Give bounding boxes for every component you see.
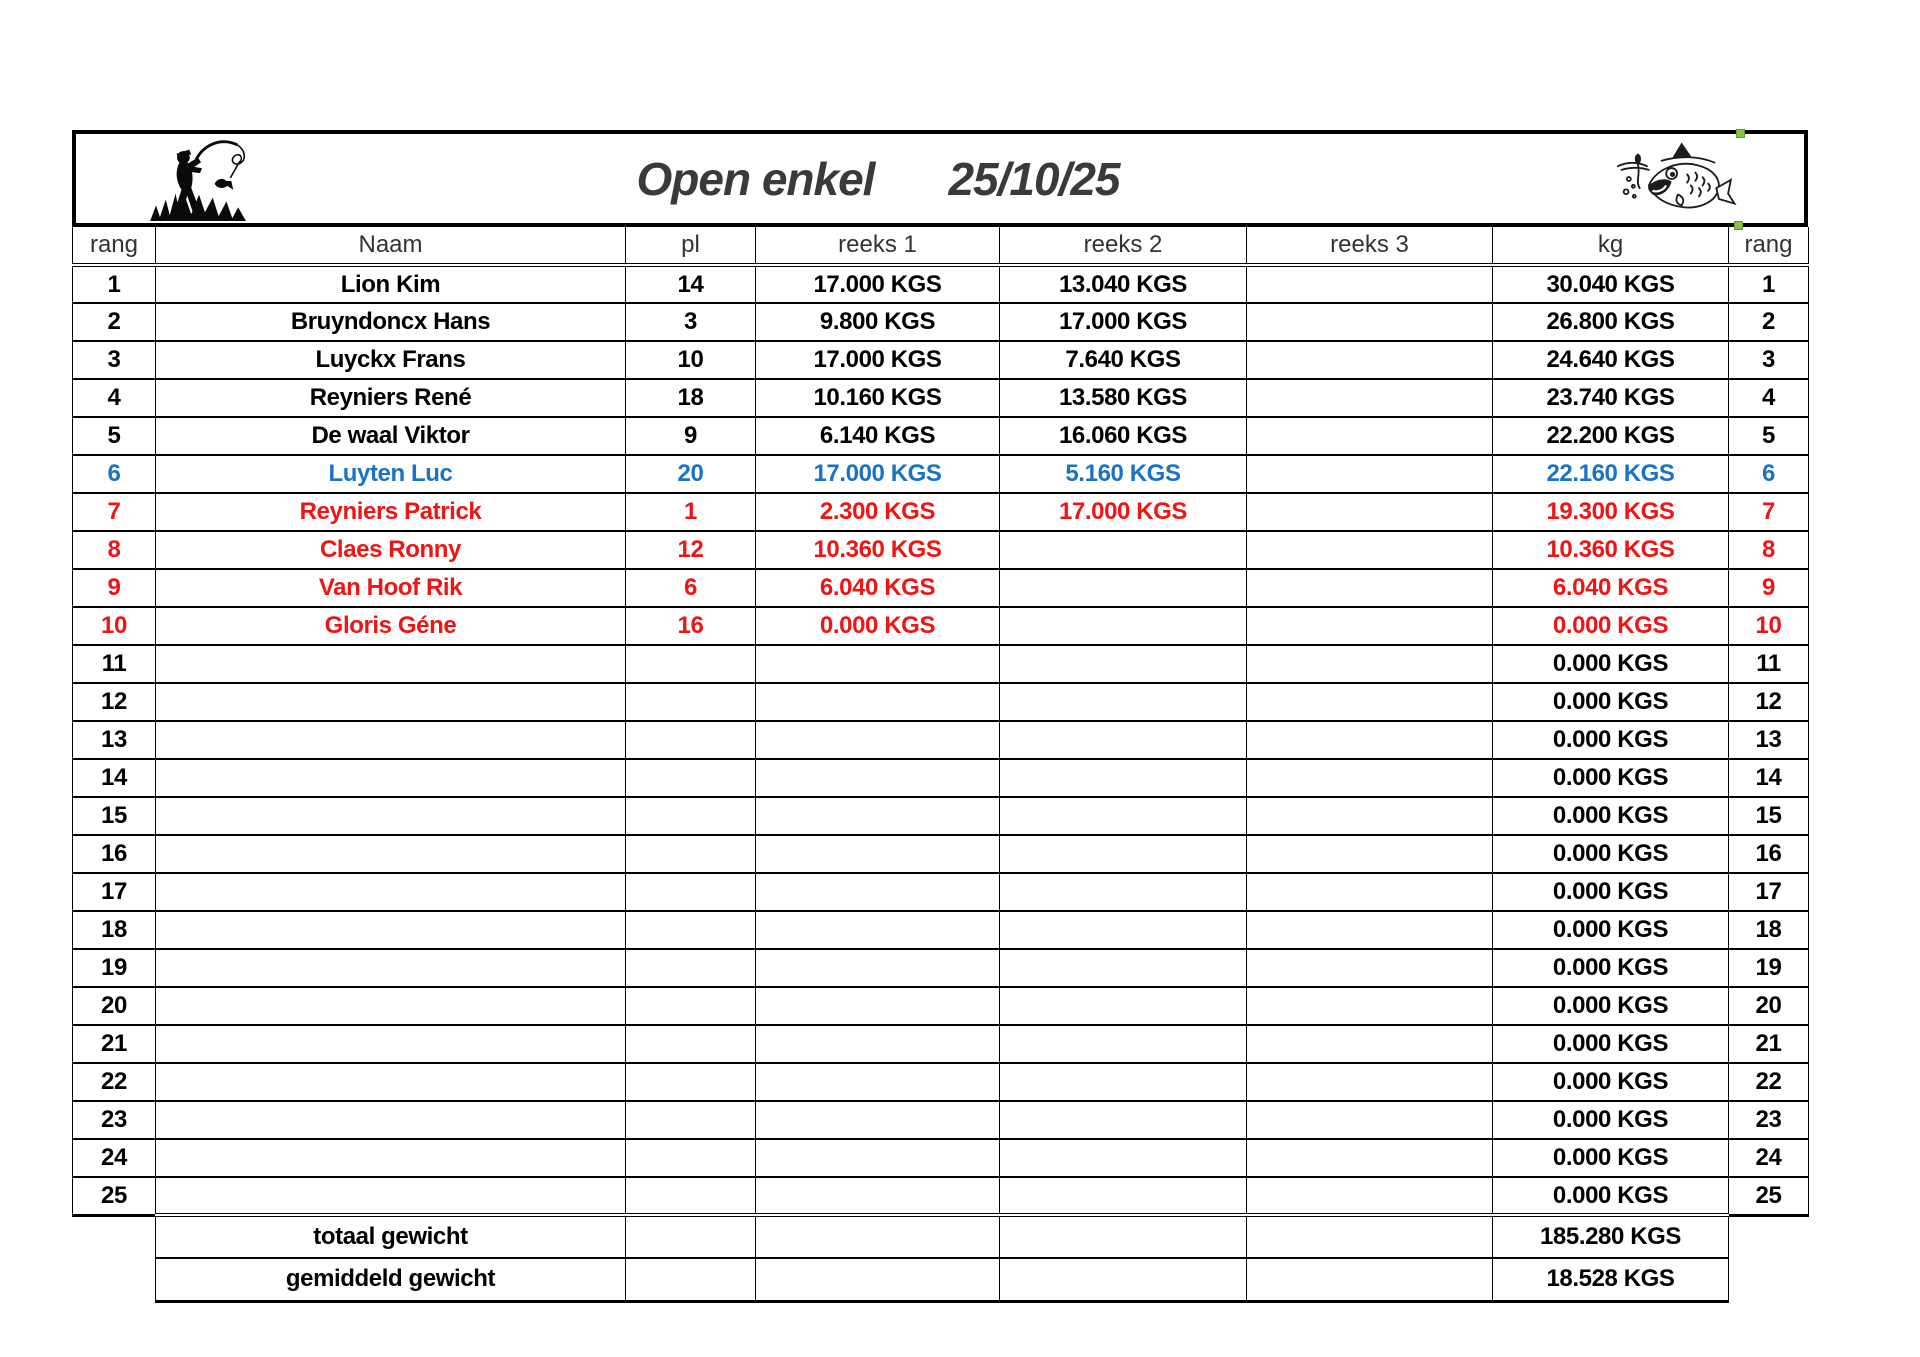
results-table-block bbox=[72, 130, 1808, 1303]
result-row bbox=[73, 303, 1809, 341]
cell-reeks3[interactable] bbox=[1247, 1101, 1493, 1139]
cell-rang2[interactable]: 9 bbox=[1729, 569, 1809, 607]
cell-rang2[interactable]: 19 bbox=[1729, 949, 1809, 987]
cell-reeks3[interactable] bbox=[1247, 987, 1493, 1025]
cell-reeks1[interactable] bbox=[756, 1025, 1000, 1063]
cell-naam[interactable] bbox=[156, 873, 626, 911]
cell-reeks2[interactable] bbox=[1000, 683, 1247, 721]
cell-reeks1[interactable]: 6.040 KGS bbox=[756, 569, 1000, 607]
cell-rang[interactable]: 8 bbox=[73, 531, 156, 569]
cell-rang2[interactable]: 22 bbox=[1729, 1063, 1809, 1101]
cell-pl[interactable]: 20 bbox=[626, 455, 756, 493]
fish-logo[interactable] bbox=[1612, 138, 1744, 220]
cell-reeks3[interactable] bbox=[1247, 1139, 1493, 1177]
cell-naam[interactable] bbox=[156, 1177, 626, 1215]
empty-cell[interactable] bbox=[1000, 1258, 1247, 1301]
cell-rang2[interactable]: 12 bbox=[1729, 683, 1809, 721]
cell-reeks1[interactable] bbox=[756, 1063, 1000, 1101]
cell-rang[interactable]: 2 bbox=[73, 303, 156, 341]
total-weight-label[interactable]: totaal gewicht bbox=[156, 1215, 626, 1258]
ghost-cell bbox=[1729, 1258, 1809, 1301]
cell-reeks3[interactable] bbox=[1247, 455, 1493, 493]
sheet-title-cell[interactable] bbox=[14, 134, 1742, 223]
cell-reeks1[interactable] bbox=[756, 835, 1000, 873]
cell-rang[interactable]: 15 bbox=[73, 797, 156, 835]
cell-reeks2[interactable] bbox=[1000, 1177, 1247, 1215]
cell-kg[interactable]: 22.200 KGS bbox=[1493, 417, 1729, 455]
selection-handle[interactable] bbox=[1736, 129, 1745, 138]
cell-reeks1[interactable]: 2.300 KGS bbox=[756, 493, 1000, 531]
cell-reeks3[interactable] bbox=[1247, 797, 1493, 835]
cell-naam[interactable] bbox=[156, 797, 626, 835]
total-weight-value[interactable]: 185.280 KGS bbox=[1493, 1215, 1729, 1258]
cell-naam[interactable] bbox=[156, 949, 626, 987]
cell-reeks2[interactable] bbox=[1000, 607, 1247, 645]
cell-naam[interactable] bbox=[156, 759, 626, 797]
cell-kg[interactable]: 24.640 KGS bbox=[1493, 341, 1729, 379]
cell-pl[interactable] bbox=[626, 759, 756, 797]
cell-rang[interactable]: 25 bbox=[73, 1177, 156, 1215]
empty-cell[interactable] bbox=[1247, 1215, 1493, 1258]
cell-kg[interactable]: 23.740 KGS bbox=[1493, 379, 1729, 417]
cell-reeks2[interactable] bbox=[1000, 797, 1247, 835]
result-row bbox=[73, 341, 1809, 379]
result-row bbox=[73, 1063, 1809, 1101]
result-row bbox=[73, 1101, 1809, 1139]
cell-pl[interactable]: 18 bbox=[626, 379, 756, 417]
cell-rang[interactable]: 20 bbox=[73, 987, 156, 1025]
column-header-row bbox=[73, 227, 1809, 265]
cell-reeks2[interactable] bbox=[1000, 1025, 1247, 1063]
average-weight-label[interactable]: gemiddeld gewicht bbox=[156, 1258, 626, 1301]
empty-cell[interactable] bbox=[756, 1258, 1000, 1301]
cell-pl[interactable] bbox=[626, 645, 756, 683]
cell-naam[interactable]: Reyniers René bbox=[156, 379, 626, 417]
cell-rang[interactable]: 4 bbox=[73, 379, 156, 417]
cell-reeks3[interactable] bbox=[1247, 683, 1493, 721]
cell-rang[interactable]: 24 bbox=[73, 1139, 156, 1177]
cell-pl[interactable]: 14 bbox=[626, 265, 756, 303]
cell-pl[interactable] bbox=[626, 949, 756, 987]
cell-rang[interactable]: 12 bbox=[73, 683, 156, 721]
cell-naam[interactable] bbox=[156, 1101, 626, 1139]
cell-rang2[interactable]: 25 bbox=[1729, 1177, 1809, 1215]
cell-rang2[interactable]: 14 bbox=[1729, 759, 1809, 797]
cell-rang[interactable]: 23 bbox=[73, 1101, 156, 1139]
empty-cell[interactable] bbox=[1000, 1215, 1247, 1258]
cell-reeks2[interactable] bbox=[1000, 835, 1247, 873]
cell-reeks3[interactable] bbox=[1247, 607, 1493, 645]
cell-naam[interactable] bbox=[156, 1063, 626, 1101]
result-row bbox=[73, 531, 1809, 569]
cell-reeks1[interactable] bbox=[756, 759, 1000, 797]
result-row bbox=[73, 493, 1809, 531]
cell-reeks2[interactable] bbox=[1000, 873, 1247, 911]
cell-naam[interactable] bbox=[156, 1025, 626, 1063]
cell-reeks1[interactable] bbox=[756, 911, 1000, 949]
empty-cell[interactable] bbox=[626, 1258, 756, 1301]
result-row bbox=[73, 455, 1809, 493]
cell-rang2[interactable]: 2 bbox=[1729, 303, 1809, 341]
cell-naam[interactable] bbox=[156, 645, 626, 683]
cell-rang2[interactable]: 5 bbox=[1729, 417, 1809, 455]
cell-naam[interactable] bbox=[156, 1139, 626, 1177]
cell-pl[interactable] bbox=[626, 683, 756, 721]
cell-reeks2[interactable]: 13.040 KGS bbox=[1000, 265, 1247, 303]
cell-reeks1[interactable]: 17.000 KGS bbox=[756, 341, 1000, 379]
result-row bbox=[73, 379, 1809, 417]
cell-rang[interactable]: 9 bbox=[73, 569, 156, 607]
cell-kg[interactable]: 0.000 KGS bbox=[1493, 645, 1729, 683]
cell-rang[interactable]: 13 bbox=[73, 721, 156, 759]
cell-reeks2[interactable] bbox=[1000, 911, 1247, 949]
cell-reeks1[interactable] bbox=[756, 1101, 1000, 1139]
cell-rang2[interactable]: 23 bbox=[1729, 1101, 1809, 1139]
cell-reeks3[interactable] bbox=[1247, 379, 1493, 417]
cell-reeks3[interactable] bbox=[1247, 873, 1493, 911]
cell-reeks2[interactable] bbox=[1000, 1139, 1247, 1177]
ghost-cell bbox=[1729, 1215, 1809, 1258]
result-row bbox=[73, 873, 1809, 911]
cell-pl[interactable]: 9 bbox=[626, 417, 756, 455]
cell-reeks1[interactable]: 0.000 KGS bbox=[756, 607, 1000, 645]
col-header-rang-left[interactable]: rang bbox=[73, 227, 156, 265]
cell-rang[interactable]: 18 bbox=[73, 911, 156, 949]
cell-naam[interactable] bbox=[156, 835, 626, 873]
cell-naam[interactable]: Lion Kim bbox=[156, 265, 626, 303]
cell-reeks1[interactable] bbox=[756, 1177, 1000, 1215]
ghost-cell bbox=[73, 1258, 156, 1301]
sheet-date: 25/10/25 bbox=[948, 152, 1120, 205]
cell-reeks2[interactable] bbox=[1000, 949, 1247, 987]
cell-reeks2[interactable] bbox=[1000, 1101, 1247, 1139]
cell-reeks2[interactable] bbox=[1000, 645, 1247, 683]
cell-kg[interactable]: 6.040 KGS bbox=[1493, 569, 1729, 607]
cell-reeks1[interactable]: 10.160 KGS bbox=[756, 379, 1000, 417]
col-header-reeks1[interactable]: reeks 1 bbox=[756, 227, 1000, 265]
empty-cell[interactable] bbox=[756, 1215, 1000, 1258]
cell-reeks2[interactable]: 17.000 KGS bbox=[1000, 303, 1247, 341]
empty-cell[interactable] bbox=[1247, 1258, 1493, 1301]
cell-naam[interactable]: De waal Viktor bbox=[156, 417, 626, 455]
cell-reeks2[interactable]: 13.580 KGS bbox=[1000, 379, 1247, 417]
cell-naam[interactable]: Reyniers Patrick bbox=[156, 493, 626, 531]
result-row bbox=[73, 265, 1809, 303]
col-header-reeks2[interactable]: reeks 2 bbox=[1000, 227, 1247, 265]
cell-rang2[interactable]: 21 bbox=[1729, 1025, 1809, 1063]
cell-kg[interactable]: 0.000 KGS bbox=[1493, 1063, 1729, 1101]
cell-reeks3[interactable] bbox=[1247, 493, 1493, 531]
result-row bbox=[73, 683, 1809, 721]
average-weight-row bbox=[73, 1258, 1809, 1301]
cell-reeks2[interactable] bbox=[1000, 759, 1247, 797]
result-row bbox=[73, 1177, 1809, 1215]
cell-pl[interactable] bbox=[626, 721, 756, 759]
cell-naam[interactable]: Luyckx Frans bbox=[156, 341, 626, 379]
cell-naam[interactable]: Luyten Luc bbox=[156, 455, 626, 493]
cell-rang[interactable]: 5 bbox=[73, 417, 156, 455]
cell-pl[interactable] bbox=[626, 797, 756, 835]
cell-reeks3[interactable] bbox=[1247, 265, 1493, 303]
title-band bbox=[72, 130, 1808, 227]
cell-pl[interactable]: 16 bbox=[626, 607, 756, 645]
cell-reeks1[interactable] bbox=[756, 721, 1000, 759]
result-row bbox=[73, 987, 1809, 1025]
cell-pl[interactable] bbox=[626, 1025, 756, 1063]
cell-rang2[interactable]: 10 bbox=[1729, 607, 1809, 645]
result-row bbox=[73, 949, 1809, 987]
cell-naam[interactable]: Van Hoof Rik bbox=[156, 569, 626, 607]
result-row bbox=[73, 645, 1809, 683]
cell-reeks3[interactable] bbox=[1247, 417, 1493, 455]
cell-pl[interactable]: 6 bbox=[626, 569, 756, 607]
cell-pl[interactable]: 3 bbox=[626, 303, 756, 341]
cell-reeks3[interactable] bbox=[1247, 645, 1493, 683]
cell-reeks1[interactable] bbox=[756, 1139, 1000, 1177]
cell-naam[interactable]: Gloris Géne bbox=[156, 607, 626, 645]
col-header-kg[interactable]: kg bbox=[1493, 227, 1729, 265]
cell-pl[interactable] bbox=[626, 873, 756, 911]
cell-reeks1[interactable]: 6.140 KGS bbox=[756, 417, 1000, 455]
cell-pl[interactable] bbox=[626, 911, 756, 949]
cell-rang2[interactable]: 4 bbox=[1729, 379, 1809, 417]
cell-rang2[interactable]: 18 bbox=[1729, 911, 1809, 949]
cell-rang2[interactable]: 15 bbox=[1729, 797, 1809, 835]
results-table bbox=[72, 227, 1809, 1303]
cell-reeks2[interactable] bbox=[1000, 1063, 1247, 1101]
cell-rang2[interactable]: 6 bbox=[1729, 455, 1809, 493]
cell-pl[interactable]: 12 bbox=[626, 531, 756, 569]
col-header-pl[interactable]: pl bbox=[626, 227, 756, 265]
cell-rang2[interactable]: 3 bbox=[1729, 341, 1809, 379]
cell-kg[interactable]: 22.160 KGS bbox=[1493, 455, 1729, 493]
cell-reeks3[interactable] bbox=[1247, 1177, 1493, 1215]
cell-rang2[interactable]: 8 bbox=[1729, 531, 1809, 569]
cell-kg[interactable]: 0.000 KGS bbox=[1493, 987, 1729, 1025]
cell-reeks1[interactable]: 9.800 KGS bbox=[756, 303, 1000, 341]
cell-reeks2[interactable]: 16.060 KGS bbox=[1000, 417, 1247, 455]
result-row bbox=[73, 911, 1809, 949]
cell-kg[interactable]: 30.040 KGS bbox=[1493, 265, 1729, 303]
cell-pl[interactable] bbox=[626, 1063, 756, 1101]
cell-reeks3[interactable] bbox=[1247, 759, 1493, 797]
result-row bbox=[73, 721, 1809, 759]
cell-reeks3[interactable] bbox=[1247, 835, 1493, 873]
result-row bbox=[73, 835, 1809, 873]
cell-rang[interactable]: 19 bbox=[73, 949, 156, 987]
cell-kg[interactable]: 0.000 KGS bbox=[1493, 683, 1729, 721]
results-tbody bbox=[73, 265, 1809, 1215]
result-row bbox=[73, 607, 1809, 645]
result-row bbox=[73, 1139, 1809, 1177]
result-row bbox=[73, 569, 1809, 607]
cell-pl[interactable] bbox=[626, 1139, 756, 1177]
cell-reeks1[interactable]: 17.000 KGS bbox=[756, 265, 1000, 303]
cell-pl[interactable]: 10 bbox=[626, 341, 756, 379]
cell-rang2[interactable]: 20 bbox=[1729, 987, 1809, 1025]
cell-reeks1[interactable] bbox=[756, 873, 1000, 911]
cell-reeks1[interactable] bbox=[756, 683, 1000, 721]
result-row bbox=[73, 1025, 1809, 1063]
cell-naam[interactable] bbox=[156, 911, 626, 949]
cell-kg[interactable]: 10.360 KGS bbox=[1493, 531, 1729, 569]
cell-reeks2[interactable] bbox=[1000, 531, 1247, 569]
cell-rang2[interactable]: 1 bbox=[1729, 265, 1809, 303]
cell-rang[interactable]: 3 bbox=[73, 341, 156, 379]
cell-reeks3[interactable] bbox=[1247, 949, 1493, 987]
sheet-title: Open enkel bbox=[636, 152, 875, 205]
cell-pl[interactable] bbox=[626, 987, 756, 1025]
cell-reeks1[interactable] bbox=[756, 797, 1000, 835]
cell-reeks3[interactable] bbox=[1247, 531, 1493, 569]
cell-kg[interactable]: 0.000 KGS bbox=[1493, 911, 1729, 949]
cell-kg[interactable]: 0.000 KGS bbox=[1493, 797, 1729, 835]
cell-reeks1[interactable]: 17.000 KGS bbox=[756, 455, 1000, 493]
cell-reeks1[interactable] bbox=[756, 949, 1000, 987]
cell-naam[interactable] bbox=[156, 683, 626, 721]
cell-kg[interactable]: 0.000 KGS bbox=[1493, 1177, 1729, 1215]
cell-reeks1[interactable] bbox=[756, 645, 1000, 683]
cell-reeks2[interactable]: 7.640 KGS bbox=[1000, 341, 1247, 379]
cell-rang[interactable]: 17 bbox=[73, 873, 156, 911]
result-row bbox=[73, 797, 1809, 835]
cell-kg[interactable]: 26.800 KGS bbox=[1493, 303, 1729, 341]
cell-rang2[interactable]: 17 bbox=[1729, 873, 1809, 911]
cell-rang2[interactable]: 24 bbox=[1729, 1139, 1809, 1177]
cell-reeks2[interactable]: 5.160 KGS bbox=[1000, 455, 1247, 493]
cell-rang2[interactable]: 11 bbox=[1729, 645, 1809, 683]
cell-kg[interactable]: 19.300 KGS bbox=[1493, 493, 1729, 531]
cell-rang[interactable]: 11 bbox=[73, 645, 156, 683]
cell-reeks3[interactable] bbox=[1247, 341, 1493, 379]
cell-kg[interactable]: 0.000 KGS bbox=[1493, 759, 1729, 797]
cell-reeks2[interactable]: 17.000 KGS bbox=[1000, 493, 1247, 531]
cell-rang[interactable]: 10 bbox=[73, 607, 156, 645]
cell-reeks3[interactable] bbox=[1247, 1025, 1493, 1063]
cell-kg[interactable]: 0.000 KGS bbox=[1493, 607, 1729, 645]
cell-reeks3[interactable] bbox=[1247, 911, 1493, 949]
result-row bbox=[73, 759, 1809, 797]
cell-rang[interactable]: 14 bbox=[73, 759, 156, 797]
cell-kg[interactable]: 0.000 KGS bbox=[1493, 873, 1729, 911]
cell-rang[interactable]: 6 bbox=[73, 455, 156, 493]
cell-kg[interactable]: 0.000 KGS bbox=[1493, 949, 1729, 987]
cell-naam[interactable]: Bruyndoncx Hans bbox=[156, 303, 626, 341]
cell-pl[interactable] bbox=[626, 1177, 756, 1215]
cell-reeks1[interactable]: 10.360 KGS bbox=[756, 531, 1000, 569]
cell-reeks1[interactable] bbox=[756, 987, 1000, 1025]
cell-naam[interactable] bbox=[156, 987, 626, 1025]
col-header-naam[interactable]: Naam bbox=[156, 227, 626, 265]
cell-reeks2[interactable] bbox=[1000, 569, 1247, 607]
col-header-reeks3[interactable]: reeks 3 bbox=[1247, 227, 1493, 265]
cell-pl[interactable] bbox=[626, 1101, 756, 1139]
result-row bbox=[73, 417, 1809, 455]
cell-reeks2[interactable] bbox=[1000, 987, 1247, 1025]
cell-kg[interactable]: 0.000 KGS bbox=[1493, 721, 1729, 759]
total-weight-row bbox=[73, 1215, 1809, 1258]
cell-reeks3[interactable] bbox=[1247, 569, 1493, 607]
cell-naam[interactable]: Claes Ronny bbox=[156, 531, 626, 569]
cell-kg[interactable]: 0.000 KGS bbox=[1493, 1101, 1729, 1139]
ghost-cell bbox=[73, 1215, 156, 1258]
cell-reeks2[interactable] bbox=[1000, 721, 1247, 759]
cell-naam[interactable] bbox=[156, 721, 626, 759]
cell-rang[interactable]: 21 bbox=[73, 1025, 156, 1063]
cell-rang2[interactable]: 7 bbox=[1729, 493, 1809, 531]
cell-rang2[interactable]: 13 bbox=[1729, 721, 1809, 759]
cell-reeks3[interactable] bbox=[1247, 721, 1493, 759]
cell-reeks3[interactable] bbox=[1247, 303, 1493, 341]
cell-rang[interactable]: 22 bbox=[73, 1063, 156, 1101]
cell-kg[interactable]: 0.000 KGS bbox=[1493, 1025, 1729, 1063]
col-header-rang-right[interactable]: rang bbox=[1729, 227, 1809, 265]
cell-kg[interactable]: 0.000 KGS bbox=[1493, 835, 1729, 873]
cell-pl[interactable]: 1 bbox=[626, 493, 756, 531]
cell-rang[interactable]: 7 bbox=[73, 493, 156, 531]
cell-rang[interactable]: 1 bbox=[73, 265, 156, 303]
average-weight-value[interactable]: 18.528 KGS bbox=[1493, 1258, 1729, 1301]
cell-rang2[interactable]: 16 bbox=[1729, 835, 1809, 873]
cell-pl[interactable] bbox=[626, 835, 756, 873]
cell-rang[interactable]: 16 bbox=[73, 835, 156, 873]
selection-handle[interactable] bbox=[1734, 221, 1743, 230]
empty-cell[interactable] bbox=[626, 1215, 756, 1258]
cell-kg[interactable]: 0.000 KGS bbox=[1493, 1139, 1729, 1177]
cell-reeks3[interactable] bbox=[1247, 1063, 1493, 1101]
